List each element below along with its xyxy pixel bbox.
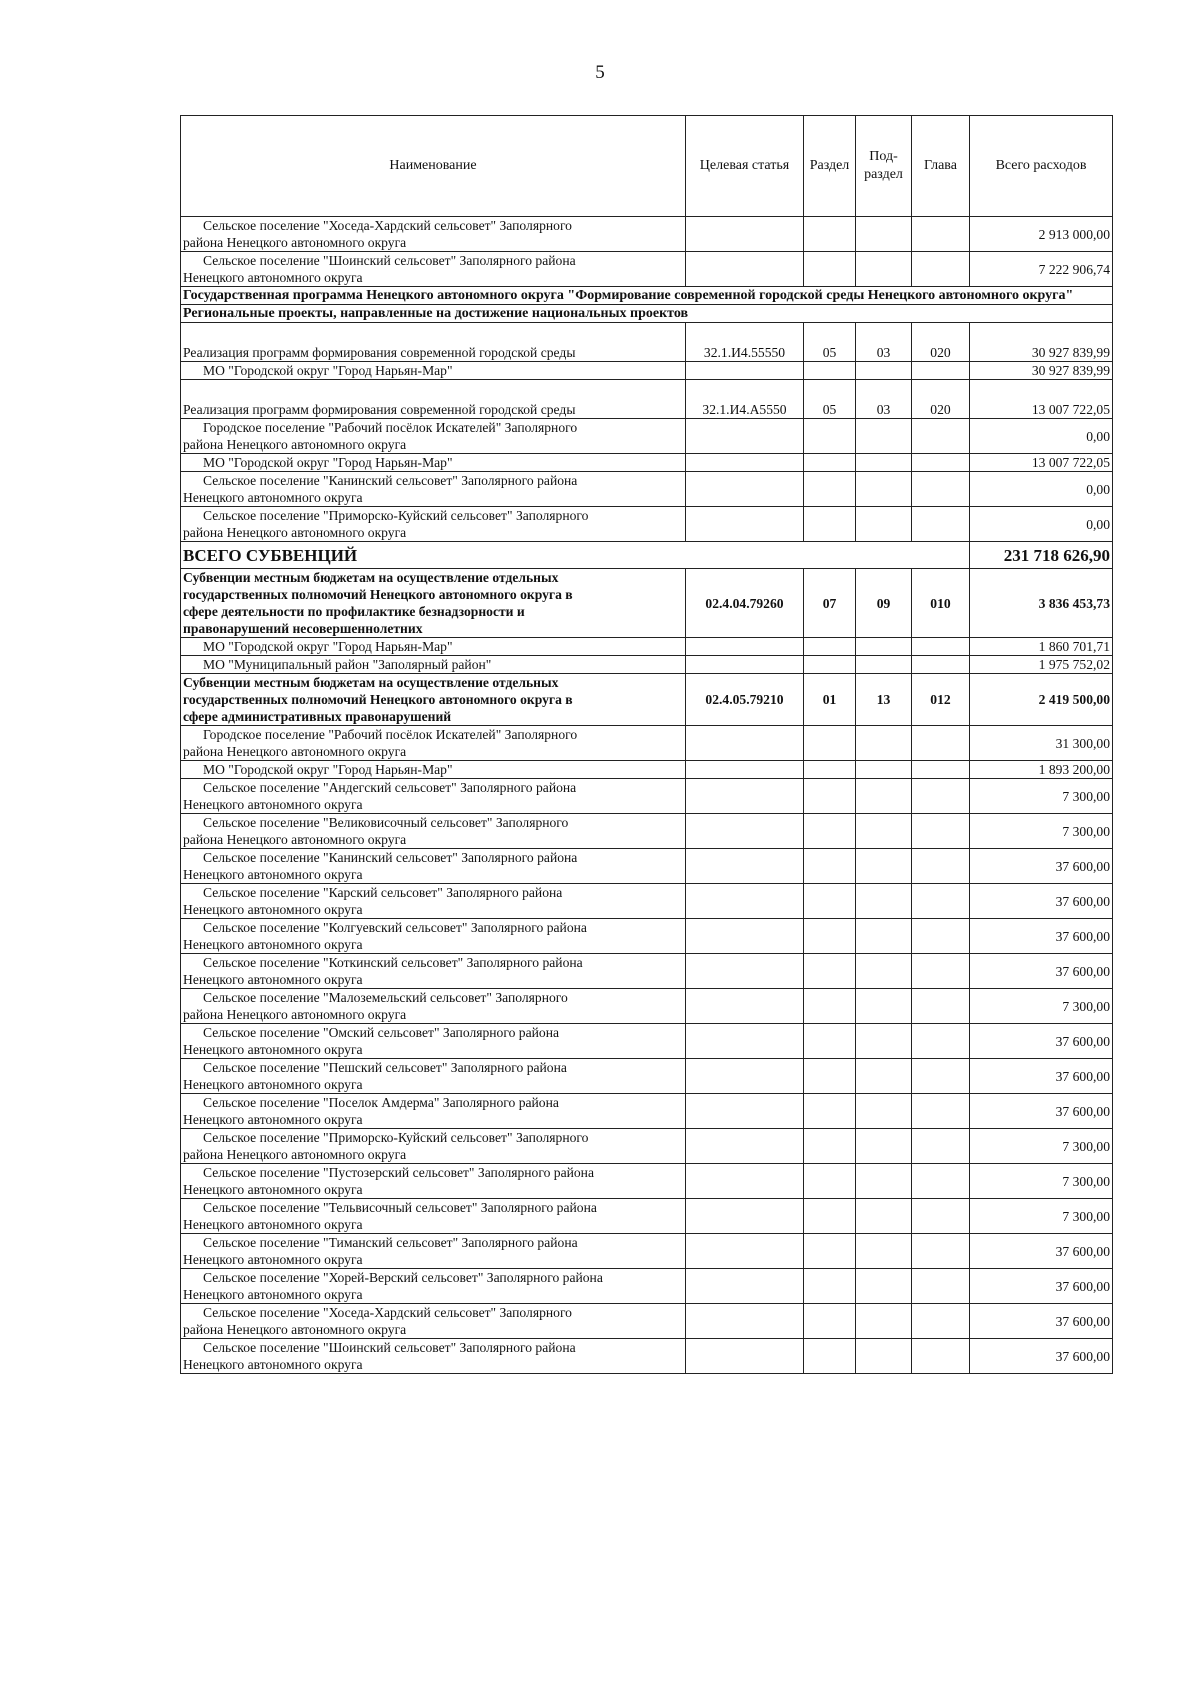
row-name-line: Сельское поселение "Андегский сельсовет" Заполярного района (203, 780, 577, 795)
cell-chapter: 020 (912, 323, 970, 362)
row-name-line: района Ненецкого автономного округа (183, 832, 407, 847)
table-row (181, 1199, 1113, 1234)
cell-target (686, 1059, 804, 1094)
header-target: Целевая статья (686, 116, 804, 217)
row-name-line: Ненецкого автономного округа (183, 1112, 363, 1127)
cell-chapter (912, 638, 970, 656)
cell-target (686, 761, 804, 779)
cell-subsection (856, 989, 912, 1024)
cell-amount: 1 975 752,02 (970, 656, 1113, 674)
cell-amount: 7 222 906,74 (970, 252, 1113, 287)
cell-target (686, 954, 804, 989)
cell-amount: 30 927 839,99 (970, 362, 1113, 380)
row-name-line: Ненецкого автономного округа (183, 1182, 363, 1197)
header-chapter: Глава (912, 116, 970, 217)
table-row (181, 1234, 1113, 1269)
row-name: Реализация программ формирования современной городской среды (181, 380, 686, 419)
row-name (181, 1094, 686, 1129)
row-total-label: ВСЕГО СУБВЕНЦИЙ (181, 542, 970, 569)
table-row (181, 884, 1113, 919)
row-name (181, 1234, 686, 1269)
cell-target (686, 849, 804, 884)
cell-subsection: 03 (856, 380, 912, 419)
row-name-line: сфере деятельности по профилактике безнадзорности и (183, 604, 525, 619)
cell-subsection (856, 1024, 912, 1059)
row-name (181, 779, 686, 814)
cell-chapter (912, 507, 970, 542)
cell-section (804, 1199, 856, 1234)
cell-chapter: 010 (912, 569, 970, 638)
cell-chapter: 020 (912, 380, 970, 419)
cell-amount: 31 300,00 (970, 726, 1113, 761)
cell-target (686, 454, 804, 472)
cell-section (804, 656, 856, 674)
table-row (181, 779, 1113, 814)
table-row (181, 217, 1113, 252)
row-name (181, 1164, 686, 1199)
cell-section: 01 (804, 674, 856, 726)
cell-chapter (912, 761, 970, 779)
cell-section (804, 638, 856, 656)
row-name-line: Сельское поселение "Хоседа-Хардский сельсовет" Заполярного (203, 218, 572, 233)
table-row (181, 287, 1113, 305)
row-name-line: государственных полномочий Ненецкого автономного округа в (183, 692, 573, 707)
cell-section (804, 252, 856, 287)
cell-target (686, 1339, 804, 1374)
cell-subsection: 03 (856, 323, 912, 362)
cell-amount: 7 300,00 (970, 1164, 1113, 1199)
cell-amount: 7 300,00 (970, 1199, 1113, 1234)
row-name-line: Ненецкого автономного округа (183, 1252, 363, 1267)
row-name-line: Ненецкого автономного округа (183, 1287, 363, 1302)
cell-section (804, 849, 856, 884)
cell-section: 05 (804, 380, 856, 419)
cell-subsection (856, 779, 912, 814)
cell-subsection (856, 1059, 912, 1094)
row-name (181, 674, 686, 726)
cell-chapter (912, 1059, 970, 1094)
table-row (181, 1059, 1113, 1094)
cell-target (686, 1129, 804, 1164)
row-name-line: Ненецкого автономного округа (183, 797, 363, 812)
cell-subsection (856, 726, 912, 761)
table-row (181, 507, 1113, 542)
table-row (181, 305, 1113, 323)
cell-chapter (912, 1234, 970, 1269)
cell-section (804, 779, 856, 814)
cell-chapter (912, 472, 970, 507)
cell-section (804, 989, 856, 1024)
row-name-line: государственных полномочий Ненецкого автономного округа в (183, 587, 573, 602)
cell-amount: 13 007 722,05 (970, 380, 1113, 419)
cell-target (686, 884, 804, 919)
cell-target (686, 252, 804, 287)
row-name-line: Ненецкого автономного округа (183, 270, 363, 285)
row-name (181, 919, 686, 954)
cell-chapter (912, 849, 970, 884)
row-name-line: Городское поселение "Рабочий посёлок Искателей" Заполярного (203, 727, 578, 742)
row-name (181, 419, 686, 454)
cell-chapter (912, 989, 970, 1024)
cell-section (804, 1339, 856, 1374)
row-name (181, 761, 686, 779)
cell-target (686, 419, 804, 454)
row-name-line: Сельское поселение "Хорей-Верский сельсовет" Заполярного района (203, 1270, 603, 1285)
table-row (181, 1304, 1113, 1339)
cell-amount: 7 300,00 (970, 814, 1113, 849)
row-name-line: Сельское поселение "Карский сельсовет" Заполярного района (203, 885, 563, 900)
cell-subsection (856, 656, 912, 674)
cell-section (804, 1164, 856, 1199)
cell-target (686, 217, 804, 252)
row-name-line: МО "Городской округ "Город Нарьян-Мар" (203, 639, 453, 654)
cell-amount: 37 600,00 (970, 884, 1113, 919)
cell-subsection (856, 252, 912, 287)
row-title: Региональные проекты, направленные на достижение национальных проектов (181, 305, 1113, 323)
cell-amount: 37 600,00 (970, 1059, 1113, 1094)
row-name (181, 814, 686, 849)
row-name-line: Ненецкого автономного округа (183, 1217, 363, 1232)
table-row (181, 542, 1113, 569)
header-total: Всего расходов (970, 116, 1113, 217)
cell-chapter (912, 1339, 970, 1374)
row-name-line: Ненецкого автономного округа (183, 1042, 363, 1057)
cell-amount: 37 600,00 (970, 1304, 1113, 1339)
cell-subsection (856, 761, 912, 779)
row-name (181, 1304, 686, 1339)
cell-chapter (912, 726, 970, 761)
cell-chapter (912, 656, 970, 674)
cell-amount: 37 600,00 (970, 849, 1113, 884)
row-name-line: Сельское поселение "Приморско-Куйский сельсовет" Заполярного (203, 508, 589, 523)
table-row (181, 761, 1113, 779)
cell-subsection (856, 362, 912, 380)
table-row (181, 1339, 1113, 1374)
row-name-line: Сельское поселение "Шоинский сельсовет" Заполярного района (203, 1340, 576, 1355)
table-row (181, 1094, 1113, 1129)
cell-chapter (912, 1269, 970, 1304)
budget-table (180, 115, 1113, 1374)
row-name (181, 507, 686, 542)
cell-subsection (856, 954, 912, 989)
cell-amount: 37 600,00 (970, 1024, 1113, 1059)
row-name-line: правонарушений несовершеннолетних (183, 621, 423, 636)
cell-target (686, 989, 804, 1024)
row-name (181, 849, 686, 884)
cell-section (804, 507, 856, 542)
cell-section (804, 419, 856, 454)
cell-chapter (912, 454, 970, 472)
cell-subsection: 09 (856, 569, 912, 638)
cell-amount: 2 913 000,00 (970, 217, 1113, 252)
cell-chapter (912, 954, 970, 989)
row-name-line: Сельское поселение "Канинский сельсовет" Заполярного района (203, 850, 578, 865)
cell-subsection (856, 849, 912, 884)
table-row (181, 989, 1113, 1024)
cell-target (686, 638, 804, 656)
cell-chapter (912, 814, 970, 849)
row-name (181, 1199, 686, 1234)
header-name: Наименование (181, 116, 686, 217)
cell-chapter (912, 1304, 970, 1339)
cell-subsection (856, 884, 912, 919)
cell-section (804, 1024, 856, 1059)
cell-chapter (912, 1024, 970, 1059)
row-title: Государственная программа Ненецкого автономного округа "Формирование современной городской среды Ненецкого автономного округа" (181, 287, 1113, 305)
cell-section (804, 1059, 856, 1094)
row-name-line: района Ненецкого автономного округа (183, 1147, 407, 1162)
cell-subsection (856, 1129, 912, 1164)
row-name-line: Сельское поселение "Пустозерский сельсовет" Заполярного района (203, 1165, 594, 1180)
cell-section (804, 1234, 856, 1269)
table-row (181, 323, 1113, 362)
row-name (181, 1129, 686, 1164)
cell-chapter (912, 919, 970, 954)
cell-target (686, 1199, 804, 1234)
table-row (181, 1129, 1113, 1164)
cell-section (804, 726, 856, 761)
row-name (181, 884, 686, 919)
table-row (181, 1164, 1113, 1199)
header-section: Раздел (804, 116, 856, 217)
row-name-line: Ненецкого автономного округа (183, 1357, 363, 1372)
table-row (181, 954, 1113, 989)
row-name-line: Сельское поселение "Омский сельсовет" Заполярного района (203, 1025, 559, 1040)
row-name-line: Сельское поселение "Малоземельский сельсовет" Заполярного (203, 990, 568, 1005)
cell-target (686, 779, 804, 814)
row-name (181, 1269, 686, 1304)
row-name-line: Сельское поселение "Поселок Амдерма" Заполярного района (203, 1095, 559, 1110)
row-name-line: Сельское поселение "Шоинский сельсовет" Заполярного района (203, 253, 576, 268)
row-name-line: Сельское поселение "Колгуевский сельсовет" Заполярного района (203, 920, 587, 935)
cell-chapter (912, 1164, 970, 1199)
cell-amount: 37 600,00 (970, 1339, 1113, 1374)
row-name-line: Ненецкого автономного округа (183, 972, 363, 987)
row-name (181, 1024, 686, 1059)
cell-target (686, 919, 804, 954)
row-name-line: МО "Городской округ "Город Нарьян-Мар" (203, 762, 453, 777)
row-name-line: Сельское поселение "Тельвисочный сельсовет" Заполярного района (203, 1200, 597, 1215)
table-row (181, 919, 1113, 954)
cell-subsection (856, 1304, 912, 1339)
cell-target: 32.1.И4.А5550 (686, 380, 804, 419)
cell-target (686, 1164, 804, 1199)
cell-amount: 37 600,00 (970, 919, 1113, 954)
row-name-line: района Ненецкого автономного округа (183, 437, 407, 452)
cell-target (686, 472, 804, 507)
row-name-line: района Ненецкого автономного округа (183, 1007, 407, 1022)
cell-subsection (856, 1234, 912, 1269)
table-row (181, 472, 1113, 507)
cell-chapter (912, 1129, 970, 1164)
table-row (181, 674, 1113, 726)
cell-chapter: 012 (912, 674, 970, 726)
row-name (181, 1059, 686, 1094)
cell-section (804, 954, 856, 989)
cell-subsection: 13 (856, 674, 912, 726)
cell-section (804, 1269, 856, 1304)
cell-amount: 1 893 200,00 (970, 761, 1113, 779)
cell-amount: 30 927 839,99 (970, 323, 1113, 362)
row-name-line: Сельское поселение "Тиманский сельсовет" Заполярного района (203, 1235, 578, 1250)
cell-subsection (856, 1094, 912, 1129)
cell-section: 07 (804, 569, 856, 638)
table-row (181, 814, 1113, 849)
cell-amount: 37 600,00 (970, 1269, 1113, 1304)
row-name-line: Сельское поселение "Приморско-Куйский сельсовет" Заполярного (203, 1130, 589, 1145)
cell-amount: 37 600,00 (970, 954, 1113, 989)
table-row (181, 252, 1113, 287)
header-subsection: Под-раздел (856, 116, 912, 217)
row-name-line: района Ненецкого автономного округа (183, 1322, 407, 1337)
row-name (181, 362, 686, 380)
row-name (181, 638, 686, 656)
row-name-line: района Ненецкого автономного округа (183, 525, 407, 540)
row-name-line: Ненецкого автономного округа (183, 902, 363, 917)
table-row (181, 656, 1113, 674)
cell-section (804, 814, 856, 849)
cell-chapter (912, 779, 970, 814)
cell-chapter (912, 884, 970, 919)
cell-target (686, 814, 804, 849)
cell-subsection (856, 1269, 912, 1304)
cell-subsection (856, 1199, 912, 1234)
table-row (181, 569, 1113, 638)
cell-amount: 37 600,00 (970, 1234, 1113, 1269)
cell-section (804, 454, 856, 472)
row-name-line: района Ненецкого автономного округа (183, 744, 407, 759)
cell-section (804, 919, 856, 954)
cell-amount: 37 600,00 (970, 1094, 1113, 1129)
table-row (181, 419, 1113, 454)
row-name (181, 656, 686, 674)
cell-chapter (912, 1094, 970, 1129)
cell-target (686, 362, 804, 380)
cell-amount: 0,00 (970, 419, 1113, 454)
row-name (181, 569, 686, 638)
row-name-line: Ненецкого автономного округа (183, 490, 363, 505)
cell-subsection (856, 507, 912, 542)
cell-amount: 7 300,00 (970, 989, 1113, 1024)
table-row (181, 1024, 1113, 1059)
table-body (181, 217, 1113, 1374)
table-row (181, 454, 1113, 472)
cell-section (804, 362, 856, 380)
row-name-line: Городское поселение "Рабочий посёлок Искателей" Заполярного (203, 420, 578, 435)
page-number: 5 (595, 62, 605, 83)
cell-amount: 7 300,00 (970, 779, 1113, 814)
row-name-line: Субвенции местным бюджетам на осуществление отдельных (183, 570, 559, 585)
cell-target (686, 1269, 804, 1304)
row-name-line: Сельское поселение "Хоседа-Хардский сельсовет" Заполярного (203, 1305, 572, 1320)
table-row (181, 726, 1113, 761)
row-name (181, 454, 686, 472)
row-name-line: Ненецкого автономного округа (183, 867, 363, 882)
row-name-line: МО "Городской округ "Город Нарьян-Мар" (203, 363, 453, 378)
row-name: Реализация программ формирования современной городской среды (181, 323, 686, 362)
cell-subsection (856, 919, 912, 954)
row-name-line: Субвенции местным бюджетам на осуществление отдельных (183, 675, 559, 690)
cell-target: 02.4.04.79260 (686, 569, 804, 638)
cell-section: 05 (804, 323, 856, 362)
row-name-line: МО "Муниципальный район "Заполярный район" (203, 657, 492, 672)
cell-target: 32.1.И4.55550 (686, 323, 804, 362)
row-name-line: сфере административных правонарушений (183, 709, 452, 724)
row-name-line: МО "Городской округ "Город Нарьян-Мар" (203, 455, 453, 470)
row-name (181, 472, 686, 507)
cell-chapter (912, 1199, 970, 1234)
table-header-row (181, 116, 1113, 217)
cell-subsection (856, 638, 912, 656)
cell-target (686, 726, 804, 761)
row-name-line: Сельское поселение "Канинский сельсовет" Заполярного района (203, 473, 578, 488)
row-name-line: Сельское поселение "Коткинский сельсовет" Заполярного района (203, 955, 583, 970)
cell-subsection (856, 419, 912, 454)
cell-amount: 0,00 (970, 507, 1113, 542)
cell-amount: 2 419 500,00 (970, 674, 1113, 726)
cell-amount: 231 718 626,90 (970, 542, 1113, 569)
row-name-line: Сельское поселение "Великовисочный сельсовет" Заполярного (203, 815, 569, 830)
row-name (181, 217, 686, 252)
cell-section (804, 1129, 856, 1164)
cell-section (804, 217, 856, 252)
cell-amount: 0,00 (970, 472, 1113, 507)
row-name-line: Ненецкого автономного округа (183, 937, 363, 952)
row-name (181, 252, 686, 287)
cell-subsection (856, 217, 912, 252)
table-row (181, 362, 1113, 380)
cell-subsection (856, 454, 912, 472)
table-row (181, 1269, 1113, 1304)
cell-target (686, 507, 804, 542)
cell-target (686, 1234, 804, 1269)
cell-section (804, 884, 856, 919)
cell-amount: 1 860 701,71 (970, 638, 1113, 656)
row-name-line: Сельское поселение "Пешский сельсовет" Заполярного района (203, 1060, 567, 1075)
table-row (181, 638, 1113, 656)
cell-chapter (912, 217, 970, 252)
row-name (181, 989, 686, 1024)
row-name (181, 1339, 686, 1374)
row-name (181, 954, 686, 989)
cell-target (686, 1094, 804, 1129)
cell-subsection (856, 472, 912, 507)
cell-chapter (912, 362, 970, 380)
cell-section (804, 761, 856, 779)
cell-subsection (856, 1164, 912, 1199)
cell-target: 02.4.05.79210 (686, 674, 804, 726)
cell-subsection (856, 814, 912, 849)
cell-target (686, 1024, 804, 1059)
row-name-line: Ненецкого автономного округа (183, 1077, 363, 1092)
cell-subsection (856, 1339, 912, 1374)
cell-target (686, 1304, 804, 1339)
cell-section (804, 472, 856, 507)
cell-amount: 13 007 722,05 (970, 454, 1113, 472)
table-row (181, 380, 1113, 419)
row-name-line: района Ненецкого автономного округа (183, 235, 407, 250)
cell-chapter (912, 419, 970, 454)
cell-chapter (912, 252, 970, 287)
cell-section (804, 1304, 856, 1339)
cell-target (686, 656, 804, 674)
cell-amount: 3 836 453,73 (970, 569, 1113, 638)
cell-amount: 7 300,00 (970, 1129, 1113, 1164)
table-row (181, 849, 1113, 884)
row-name (181, 726, 686, 761)
cell-section (804, 1094, 856, 1129)
